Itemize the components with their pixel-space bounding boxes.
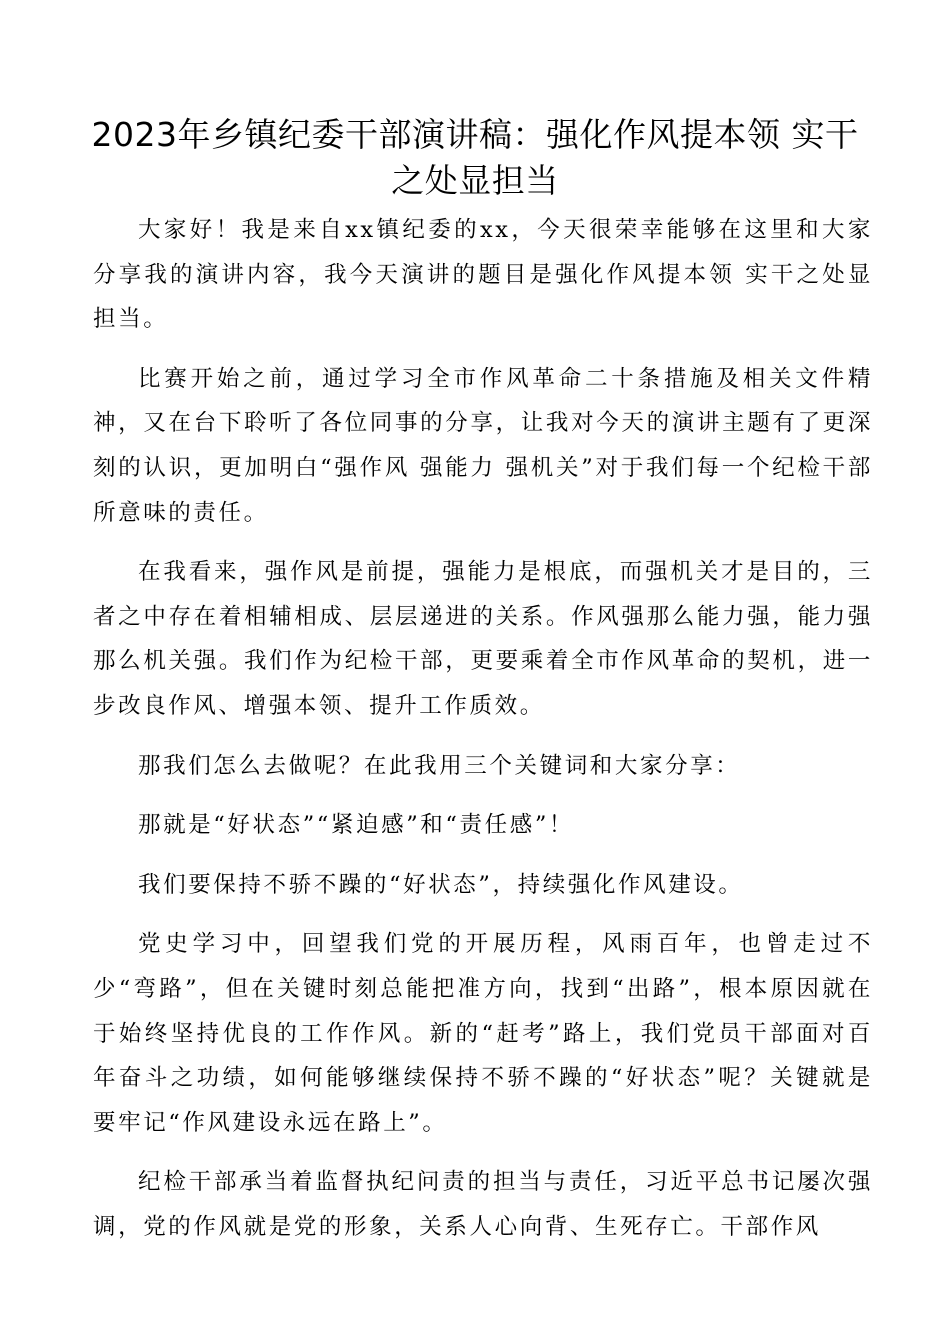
paragraph-in-my-view: 在我看来，强作风是前提，强能力是根底，而强机关才是目的，三者之中存在着相辅相成、层层递进的关系。作风强那么能力强，能力强那么机关强。我们作为纪检干部，更要乘着全市作风革命的契机，进一步改良作风、增强本领、提升工作质效。	[93, 559, 873, 719]
paragraph-three-keywords: 那就是“好状态”“紧迫感”和“责任感”！	[138, 812, 575, 839]
paragraph-how-to-do: 那我们怎么去做呢？在此我用三个关键词和大家分享：	[138, 752, 741, 779]
paragraph-party-history: 党史学习中，回望我们党的开展历程，风雨百年，也曾走过不少“弯路”，但在关键时刻总能把准方向，找到“出路”，根本原因就在于始终坚持优良的工作作风。新的“赶考”路上，我们党员干部面对百年奋斗之功绩，如何能够继续保持不骄不躁的“好状态”呢？关键就是要牢记“作风建设永远在路上”。	[93, 931, 873, 1136]
document-title: 2023年乡镇纪委干部演讲稿：强化作风提本领 实干之处显担当	[91, 115, 859, 200]
document-body	[93, 208, 873, 1264]
paragraph-greeting: 大家好！我是来自xx镇纪委的xx，今天很荣幸能够在这里和大家分享我的演讲内容，我今天演讲的题目是强化作风提本领 实干之处显担当。	[93, 217, 873, 333]
paragraph-discipline-cadres: 纪检干部承当着监督执纪问责的担当与责任，习近平总书记屡次强调，党的作风就是党的形象，关系人心向背、生死存亡。干部作风	[93, 1169, 873, 1240]
paragraph-before-contest: 比赛开始之前，通过学习全市作风革命二十条措施及相关文件精神，又在台下聆听了各位同事的分享，让我对今天的演讲主题有了更深刻的认识，更加明白“强作风 强能力 强机关”对于我们每一个纪检干部所意味的责任。	[93, 365, 873, 526]
paragraph-good-state: 我们要保持不骄不躁的“好状态”，持续强化作风建设。	[138, 871, 744, 898]
